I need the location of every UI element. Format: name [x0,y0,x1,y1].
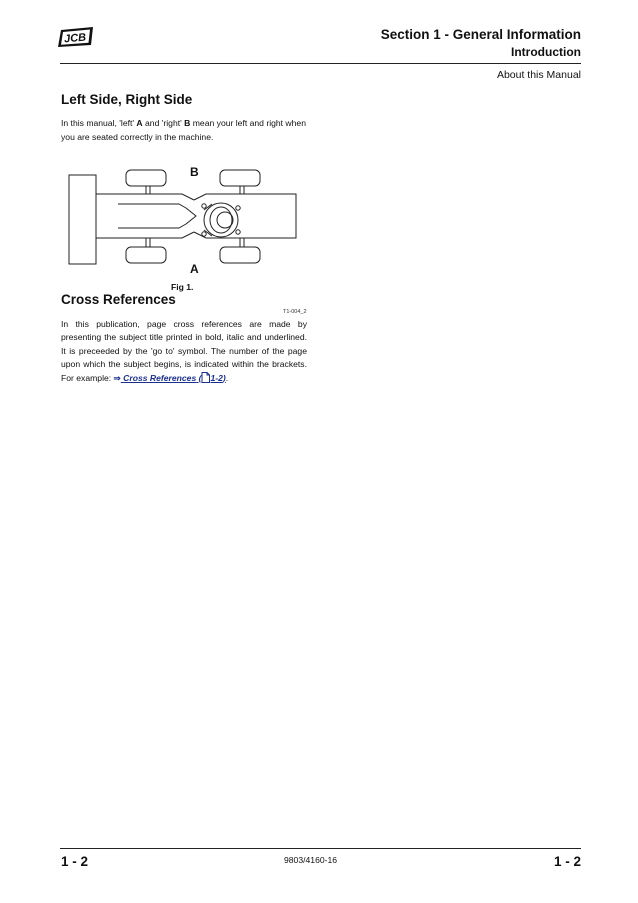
page-number-left: 1 - 2 [61,854,89,869]
sub-title: Introduction [511,45,581,59]
sub-sub-title: About this Manual [496,69,581,81]
figure-label-a: A [190,262,199,276]
header-rule [60,63,581,64]
paragraph-cross-references [61,318,307,385]
link-title: Cross References [123,372,197,383]
page-number-right: 1 - 2 [553,854,581,869]
figure-code: T1-004_2 [283,309,307,315]
paragraph-left-right [61,116,311,144]
heading-left-right: Left Side, Right Side [61,92,193,107]
jcb-logo [56,25,96,49]
machine-top-view-figure [66,160,302,270]
footer-rule [60,848,581,849]
document-number: 9803/4160-16 [284,855,338,865]
text: and 'right' [142,118,185,128]
text: mean your left and right when you are seated correctly in the machine. [61,118,306,142]
figure-caption: Fig 1. [171,282,194,292]
text: In this publication, page cross references are made by presenting the subject title printed in bold, italic and underlined. It is preceeded by the 'go to' symbol. The number of the page upon which the subject begins, is indicated within the brackets. For example: [61,319,307,383]
link-page: 1-2 [210,372,223,383]
bold-a: A [136,118,143,128]
bold-b: B [184,118,191,128]
text: . [225,372,229,383]
text: In this manual, 'left' [61,118,137,128]
link-open: ( [196,372,202,383]
logo-lettering: JCB [63,31,87,46]
figure-label-b: B [190,165,199,179]
section-title: Section 1 - General Information [380,27,581,42]
link-close: ) [222,372,226,383]
heading-cross-references: Cross References [61,292,176,307]
go-to-arrow-icon: ⇒ [113,372,121,383]
cross-reference-link[interactable] [113,372,229,383]
